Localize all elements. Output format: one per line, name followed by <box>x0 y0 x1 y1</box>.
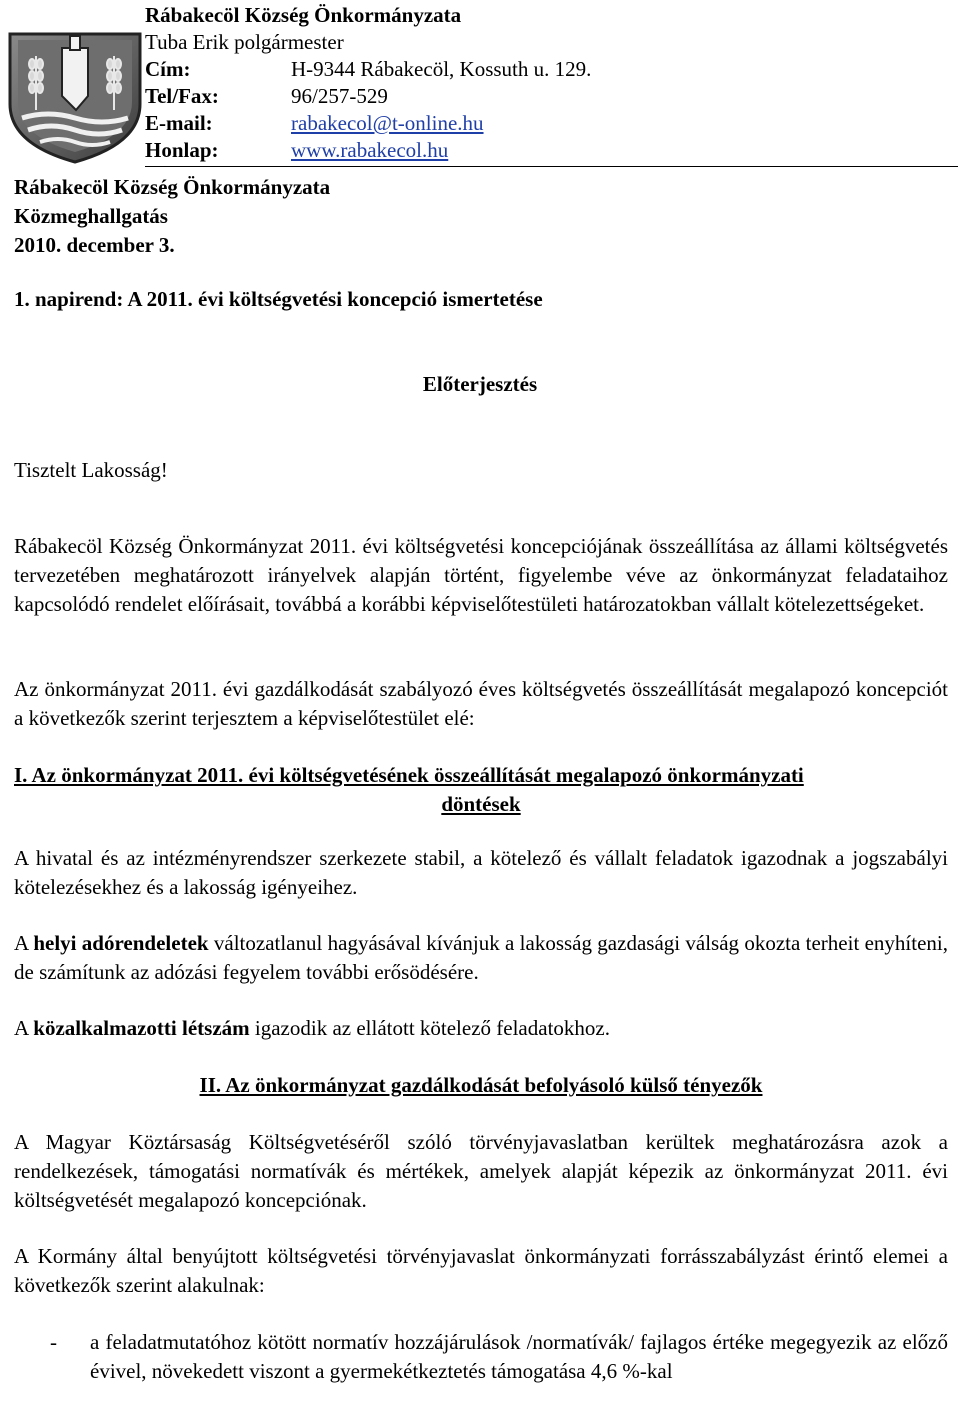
section-heading-1-line1: I. Az önkormányzat 2011. évi költségvetésének összeállítását megalapozó önkormányzati <box>14 763 804 787</box>
list-item-text: a feladatmutatóhoz kötött normatív hozzájárulások /normatívák/ fajlagos értéke megegyezik az előző évivel, növekedett viszont a gyermekétkeztetés támogatása 4,6 %-kal <box>90 1330 948 1383</box>
org-name: Rábakecöl Község Önkormányzata <box>145 3 462 27</box>
paragraph-staffing <box>14 1014 948 1043</box>
address-value: H-9344 Rábakecöl, Kossuth u. 129. <box>291 57 592 81</box>
paragraph-local-taxes <box>14 929 948 987</box>
p5-rest: igazodik az ellátott kötelező feladatokhoz. <box>249 1016 610 1040</box>
municipal-crest-logo <box>4 26 146 166</box>
meeting-event: Közmeghallgatás <box>14 204 168 228</box>
address-label: Cím: <box>145 57 191 81</box>
email-row <box>145 110 484 137</box>
paragraph-intro: Rábakecöl Község Önkormányzat 2011. évi költségvetési koncepciójának összeállítása az állami költségvetés tervezetében meghatározott irányelvek alapján történt, figyelembe véve az önkormányzat feladataihoz kapcsolódó rendelet előírásait, továbbá a korábbi képviselőtestületi határozatokban vállalt kötelezettségeket. <box>14 534 948 616</box>
meeting-info <box>14 173 330 260</box>
website-label: Honlap: <box>145 138 219 162</box>
section-heading-2: II. Az önkormányzat gazdálkodását befolyásoló külső tényezők <box>199 1073 763 1097</box>
section-heading-1-line2: döntések <box>441 792 521 816</box>
paragraph-proposal: Az önkormányzat 2011. évi gazdálkodását szabályozó éves költségvetés összeállítását megalapozó koncepciót a következők szerint terjesztem a képviselőtestület elé: <box>14 677 948 730</box>
greeting: Tisztelt Lakosság! <box>14 458 168 482</box>
p4-prefix: A <box>14 931 34 955</box>
meeting-org: Rábakecöl Község Önkormányzata <box>14 175 331 199</box>
paragraph-structure: A hivatal és az intézményrendszer szerkezete stabil, a kötelező és vállalt feladatok igazodnak a jogszabályi kötelezésekhez és a lakosság igényeihez. <box>14 846 948 899</box>
phone-row <box>145 83 461 110</box>
p4-rest: változatlanul hagyásával kívánjuk a lakosság gazdasági válság okozta terheit enyhíteni, de számítunk az adózási fegyelem további erősödésére. <box>14 931 948 984</box>
p4-bold-term: helyi adórendeletek <box>33 931 209 955</box>
phone-value: 96/257-529 <box>291 84 388 108</box>
p5-bold-term: közalkalmazotti létszám <box>33 1016 250 1040</box>
list-item <box>50 1328 948 1386</box>
mayor-name: Tuba Erik polgármester <box>145 30 344 54</box>
list-bullet-dash: - <box>50 1330 57 1354</box>
paragraph-state-budget: A Magyar Köztársaság Költségvetéséről szóló törvényjavaslatban kerültek meghatározásra azok a rendelkezések, támogatási normatívák és mértékek, amelyek alapját képezik az önkormányzat 2011. évi költségvetését megalapozó koncepciónak. <box>14 1130 948 1212</box>
website-link[interactable]: www.rabakecol.hu <box>291 138 449 162</box>
document-title: Előterjesztés <box>422 372 538 396</box>
header-divider <box>145 166 958 167</box>
p5-prefix: A <box>14 1016 34 1040</box>
section-heading-1 <box>14 761 948 819</box>
website-row <box>145 137 461 164</box>
email-label: E-mail: <box>145 111 213 135</box>
paragraph-government-bill: A Kormány által benyújtott költségvetési törvényjavaslat önkormányzati forrásszabályzást érintő elemei a következők szerint alakulnak: <box>14 1244 948 1297</box>
email-link[interactable]: rabakecol@t-online.hu <box>291 111 484 135</box>
agenda-item: 1. napirend: A 2011. évi költségvetési koncepció ismertetése <box>14 287 543 311</box>
meeting-date: 2010. december 3. <box>14 233 175 257</box>
phone-label: Tel/Fax: <box>145 84 219 108</box>
address-row <box>145 56 592 83</box>
letterhead <box>145 2 592 164</box>
